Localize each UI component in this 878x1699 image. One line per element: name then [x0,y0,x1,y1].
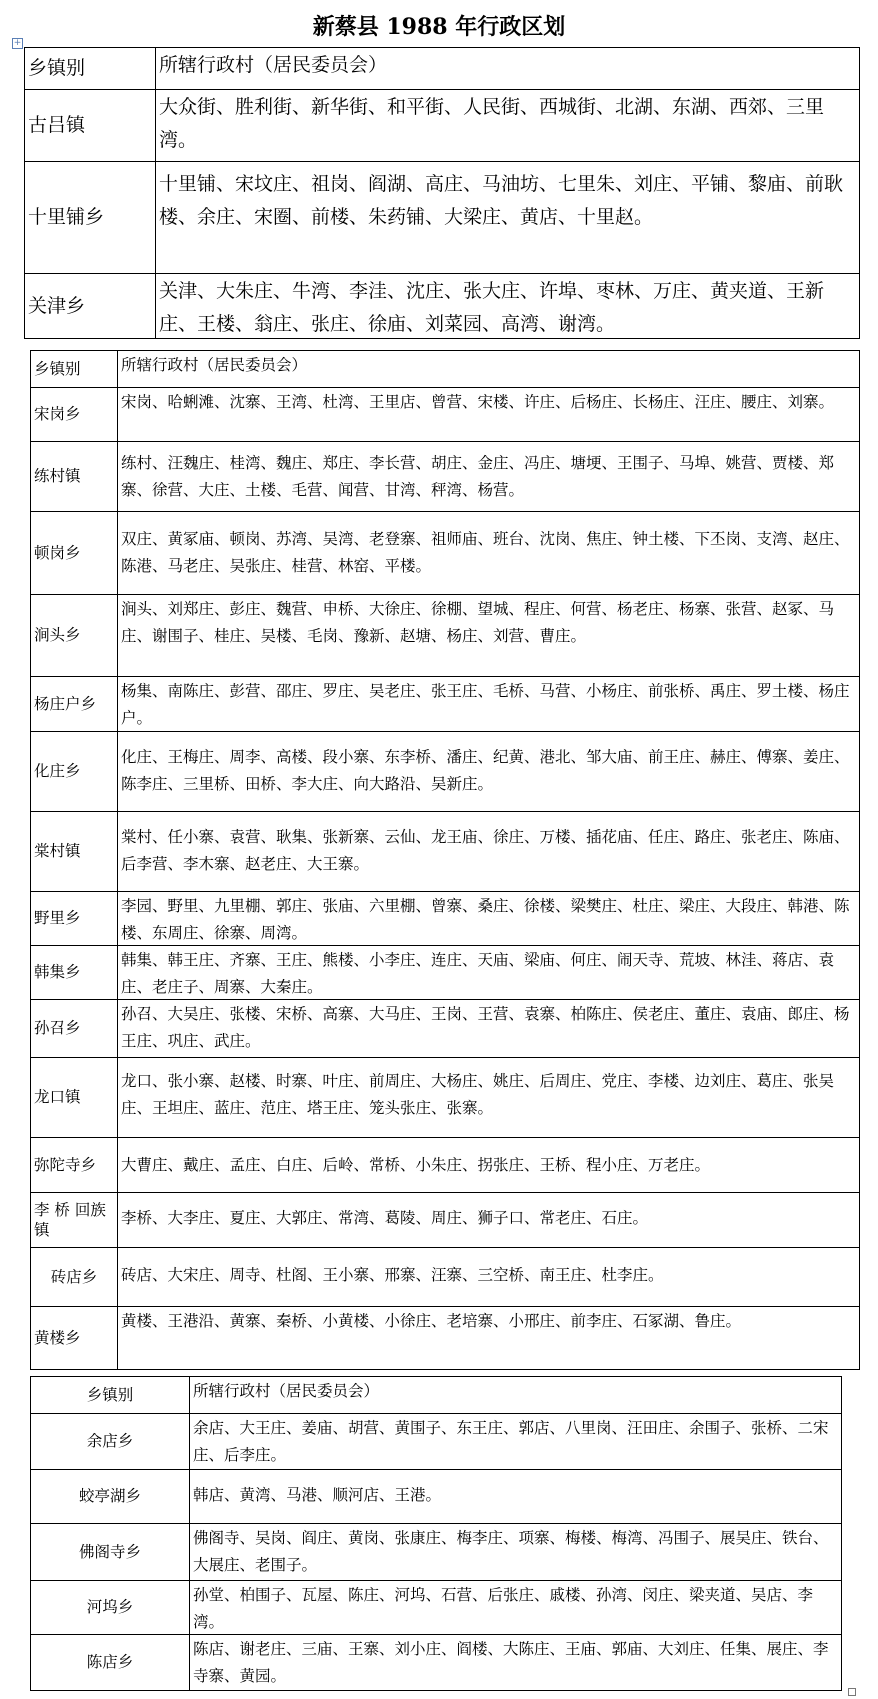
village-list: 孙堂、柏围子、瓦屋、陈庄、河坞、石营、后张庄、戚楼、孙湾、闵庄、梁夹道、吴店、李湾。 [189,1581,841,1634]
town-name: 砖店乡 [50,1267,98,1286]
town-name: 宋岗乡 [34,405,81,423]
header-villages: 所辖行政村（居民委员会） [117,351,859,387]
table-row [25,89,859,161]
table-move-handle-icon[interactable]: + [13,38,22,48]
town-name: 化庄乡 [34,762,81,780]
town-name: 孙召乡 [34,1019,81,1037]
table-row [31,1192,859,1247]
village-list: 龙口、张小寨、赵楼、时寨、叶庄、前周庄、大杨庄、姚庄、后周庄、党庄、李楼、边刘庄、葛庄、张吴庄、王坦庄、蓝庄、范庄、塔王庄、笼头张庄、张寨。 [117,1058,859,1137]
town-name: 韩集乡 [34,963,81,981]
header-town: 乡镇别 [86,1385,134,1404]
table-row [31,811,859,891]
table-header-row [25,48,859,89]
village-list: 孙召、大吴庄、张楼、宋桥、高寨、大马庄、王岗、王营、袁寨、柏陈庄、侯老庄、董庄、袁庙、郎庄、杨王庄、巩庄、武庄。 [117,1000,859,1057]
town-name: 弥陀寺乡 [34,1155,97,1174]
table-row [31,945,859,999]
town-name: 关津乡 [28,294,86,317]
village-list: 化庄、王梅庄、周李、高楼、段小寨、东李桥、潘庄、纪黄、港北、邹大庙、前王庄、赫庄、傅寨、姜庄、陈李庄、三里桥、田桥、李大庄、向大路沿、吴新庄。 [117,732,859,811]
village-list: 砖店、大宋庄、周寺、杜阁、王小寨、邢寨、汪寨、三空桥、南王庄、杜李庄。 [117,1248,859,1306]
village-list: 涧头、刘郑庄、彭庄、魏营、申桥、大徐庄、徐棚、望城、程庄、何营、杨老庄、杨寨、张营、赵冢、马庄、谢围子、桂庄、吴楼、毛岗、豫新、赵塘、杨庄、刘营、曹庄。 [117,595,859,676]
town-name: 陈店乡 [86,1653,134,1671]
village-list: 杨集、南陈庄、彭营、邵庄、罗庄、吴老庄、张王庄、毛桥、马营、小杨庄、前张桥、禹庄、罗土楼、杨庄户。 [117,677,859,731]
header-town: 乡镇别 [28,57,86,79]
table-row [25,161,859,273]
town-name: 棠村镇 [34,842,81,860]
table-row [31,1523,841,1580]
table-3 [30,1376,842,1691]
town-name: 顿岗乡 [34,543,81,562]
village-list: 李桥、大李庄、夏庄、大郭庄、常湾、葛陵、周庄、狮子口、常老庄、石庄。 [117,1193,859,1247]
table-row [31,387,859,441]
village-list: 十里铺、宋坟庄、祖岗、阎湖、高庄、马油坊、七里朱、刘庄、平铺、黎庙、前耿楼、余庄、宋圈、前楼、朱药铺、大梁庄、黄店、十里赵。 [155,162,859,273]
table-row [31,1580,841,1634]
village-list: 李园、野里、九里棚、郭庄、张庙、六里棚、曾寨、桑庄、徐楼、梁樊庄、杜庄、梁庄、大段庄、韩港、陈楼、东周庄、徐寨、周湾。 [117,892,859,945]
header-villages: 所辖行政村（居民委员会） [189,1377,841,1413]
table-row [31,511,859,594]
village-list: 宋岗、哈蜊滩、沈寨、王湾、杜湾、王里店、曾营、宋楼、许庄、后杨庄、长杨庄、汪庄、腰庄、刘寨。 [117,388,859,441]
table-row [31,441,859,511]
village-list: 佛阁寺、吴岗、阎庄、黄岗、张康庄、梅李庄、项寨、梅楼、梅湾、冯围子、展吴庄、铁台、大展庄、老围子。 [189,1524,841,1580]
town-name: 河坞乡 [86,1598,134,1616]
town-name: 古吕镇 [28,114,86,136]
town-name: 涧头乡 [34,626,81,644]
table-row [31,1137,859,1192]
town-name: 龙口镇 [34,1088,81,1106]
town-name: 十里铺乡 [28,206,105,228]
village-list: 棠村、任小寨、袁营、耿集、张新寨、云仙、龙王庙、徐庄、万楼、插花庙、任庄、路庄、张老庄、陈庙、后李营、李木寨、赵老庄、大王寨。 [117,812,859,891]
village-list: 韩集、韩王庄、齐寨、王庄、熊楼、小李庄、连庄、天庙、梁庙、何庄、闹天寺、荒坡、林洼、蒋店、袁庄、老庄子、周寨、大秦庄。 [117,946,859,999]
table-row [31,1306,859,1369]
table-resize-handle-icon[interactable] [848,1688,856,1696]
table-row [31,999,859,1057]
town-name: 练村镇 [34,467,81,485]
header-town: 乡镇别 [34,359,81,378]
table-1 [24,47,860,339]
table-header-row [31,351,859,387]
header-villages: 所辖行政村（居民委员会） [155,48,859,89]
village-list: 大众街、胜利街、新华街、和平街、人民街、西城街、北湖、东湖、西郊、三里湾。 [155,90,859,161]
table-row [31,676,859,731]
table-row [31,1413,841,1469]
table-row [31,731,859,811]
table-header-row [31,1377,841,1413]
village-list: 黄楼、王港沿、黄寨、秦桥、小黄楼、小徐庄、老培寨、小邢庄、前李庄、石冢湖、鲁庄。 [117,1307,859,1369]
village-list: 陈店、谢老庄、三庙、王寨、刘小庄、阎楼、大陈庄、王庙、郭庙、大刘庄、任集、展庄、李寺寨、黄园。 [189,1635,841,1690]
town-name: 黄楼乡 [34,1328,81,1347]
table-2 [30,350,860,1370]
table-row [31,594,859,676]
village-list: 双庄、黄冢庙、顿岗、苏湾、吴湾、老登寨、祖师庙、班台、沈岗、焦庄、钟土楼、下丕岗、支湾、赵庄、陈港、马老庄、吴张庄、桂营、林窑、平楼。 [117,512,859,594]
village-list: 关津、大朱庄、牛湾、李洼、沈庄、张大庄、许埠、枣林、万庄、黄夹道、王新庄、王楼、翁庄、张庄、徐庙、刘菜园、高湾、谢湾。 [155,274,859,338]
town-name: 野里乡 [34,909,81,927]
table-row [31,1634,841,1690]
table-row [31,1057,859,1137]
town-name: 李 桥 回族镇 [34,1201,106,1239]
village-list: 练村、汪魏庄、桂湾、魏庄、郑庄、李长营、胡庄、金庄、冯庄、塘埂、王围子、马埠、姚营、贾楼、郑寨、徐营、大庄、土楼、毛营、闻营、甘湾、秤湾、杨营。 [117,442,859,511]
document-title: 新蔡县 1988 年行政区划 [312,14,566,40]
town-name: 蛟亭湖乡 [78,1487,141,1505]
table-row [31,1247,859,1306]
town-name: 杨庄户乡 [34,694,97,713]
village-list: 韩店、黄湾、马港、顺河店、王港。 [189,1470,841,1523]
table-row [31,891,859,945]
town-name: 佛阁寺乡 [78,1542,141,1561]
table-row [25,273,859,338]
village-list: 大曹庄、戴庄、孟庄、白庄、后岭、常桥、小朱庄、拐张庄、王桥、程小庄、万老庄。 [117,1138,859,1192]
town-name: 余店乡 [86,1432,134,1450]
village-list: 余店、大王庄、姜庙、胡营、黄围子、东王庄、郭店、八里岗、汪田庄、余围子、张桥、二宋庄、后李庄。 [189,1414,841,1469]
table-row [31,1469,841,1523]
